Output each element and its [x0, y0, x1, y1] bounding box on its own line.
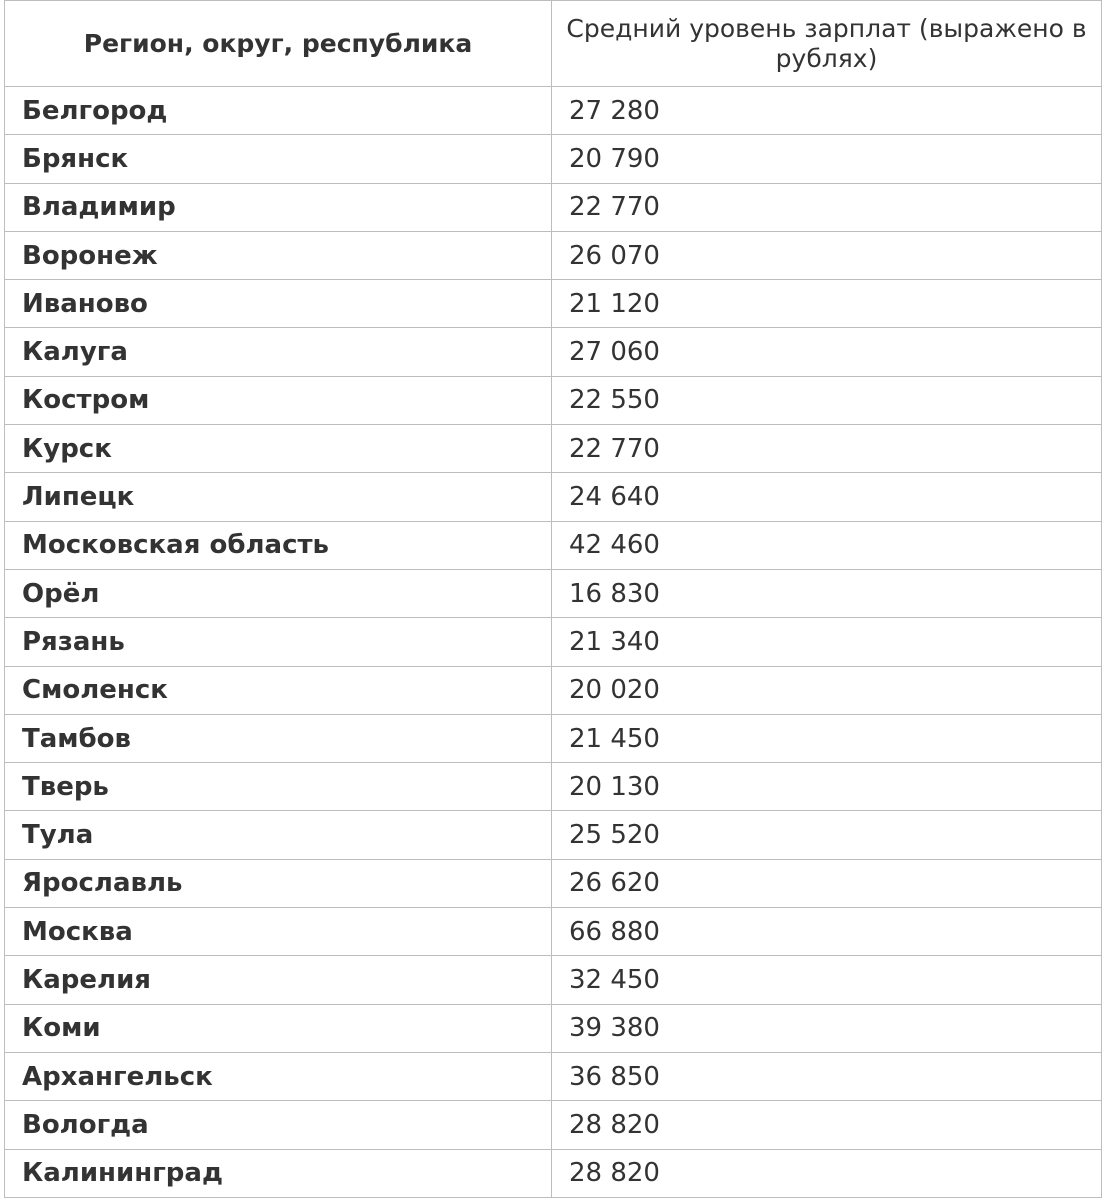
region-cell: Ярославль	[5, 859, 552, 907]
table-row	[5, 763, 1102, 811]
table-row	[5, 859, 1102, 907]
region-cell: Тула	[5, 811, 552, 859]
region-cell: Коми	[5, 1004, 552, 1052]
salary-cell: 66 880	[552, 908, 1102, 956]
region-cell: Москва	[5, 908, 552, 956]
table-row	[5, 280, 1102, 328]
region-cell: Липецк	[5, 473, 552, 521]
region-cell: Калининград	[5, 1149, 552, 1197]
region-cell: Орёл	[5, 569, 552, 617]
region-cell: Карелия	[5, 956, 552, 1004]
region-cell: Иваново	[5, 280, 552, 328]
region-cell: Брянск	[5, 135, 552, 183]
salary-cell: 24 640	[552, 473, 1102, 521]
salary-cell: 39 380	[552, 1004, 1102, 1052]
salary-cell: 20 130	[552, 763, 1102, 811]
table-row	[5, 183, 1102, 231]
region-cell: Калуга	[5, 328, 552, 376]
salary-cell: 20 790	[552, 135, 1102, 183]
column-header-salary: Средний уровень зарплат (выражено в рублях)	[552, 1, 1102, 87]
table-body	[5, 87, 1102, 1198]
region-cell: Костром	[5, 376, 552, 424]
salary-cell: 20 020	[552, 666, 1102, 714]
table-row	[5, 1149, 1102, 1197]
table-row	[5, 425, 1102, 473]
table-row	[5, 231, 1102, 279]
table-row	[5, 666, 1102, 714]
region-cell: Воронеж	[5, 231, 552, 279]
table-row	[5, 714, 1102, 762]
region-cell: Тамбов	[5, 714, 552, 762]
table-row	[5, 135, 1102, 183]
region-cell: Курск	[5, 425, 552, 473]
table-row	[5, 811, 1102, 859]
table-row	[5, 473, 1102, 521]
salary-cell: 27 060	[552, 328, 1102, 376]
table-row	[5, 1101, 1102, 1149]
salary-cell: 21 450	[552, 714, 1102, 762]
salary-cell: 36 850	[552, 1052, 1102, 1100]
salary-cell: 21 120	[552, 280, 1102, 328]
table-row	[5, 1004, 1102, 1052]
salary-cell: 26 620	[552, 859, 1102, 907]
region-cell: Смоленск	[5, 666, 552, 714]
salary-cell: 16 830	[552, 569, 1102, 617]
region-cell: Вологда	[5, 1101, 552, 1149]
header-row	[5, 1, 1102, 87]
table-row	[5, 87, 1102, 135]
salary-table	[4, 0, 1102, 1198]
salary-cell: 25 520	[552, 811, 1102, 859]
salary-cell: 26 070	[552, 231, 1102, 279]
region-cell: Архангельск	[5, 1052, 552, 1100]
salary-cell: 21 340	[552, 618, 1102, 666]
table-row	[5, 376, 1102, 424]
region-cell: Белгород	[5, 87, 552, 135]
region-cell: Владимир	[5, 183, 552, 231]
table-row	[5, 908, 1102, 956]
salary-cell: 22 770	[552, 425, 1102, 473]
table-row	[5, 618, 1102, 666]
table-row	[5, 1052, 1102, 1100]
salary-cell: 42 460	[552, 521, 1102, 569]
salary-cell: 28 820	[552, 1101, 1102, 1149]
table-row	[5, 569, 1102, 617]
column-header-region: Регион, округ, республика	[5, 1, 552, 87]
salary-cell: 27 280	[552, 87, 1102, 135]
salary-cell: 28 820	[552, 1149, 1102, 1197]
salary-cell: 22 770	[552, 183, 1102, 231]
region-cell: Московская область	[5, 521, 552, 569]
table-row	[5, 956, 1102, 1004]
region-cell: Тверь	[5, 763, 552, 811]
region-cell: Рязань	[5, 618, 552, 666]
table-header	[5, 1, 1102, 87]
salary-cell: 32 450	[552, 956, 1102, 1004]
salary-cell: 22 550	[552, 376, 1102, 424]
table-row	[5, 521, 1102, 569]
table-row	[5, 328, 1102, 376]
